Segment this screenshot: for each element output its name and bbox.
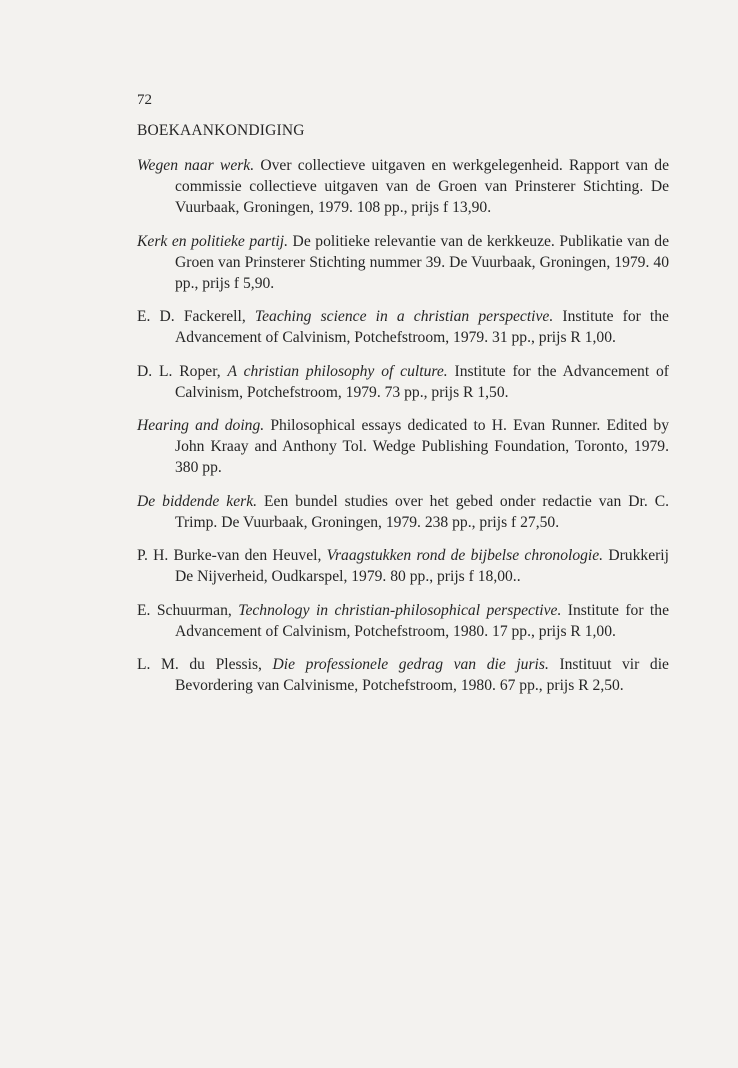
entry-details: Institute for the Advancement of Calvinism, Potchefstroom, 1980. 17 pp., prijs R 1,00. [175,601,669,640]
entry-title: Die professionele gedrag van die juris. [272,656,549,673]
entry-details: Een bundel studies over het gebed onder redactie van Dr. C. Trimp. De Vuurbaak, Groningen, 1979. 238 pp., prijs f 27,50. [175,492,669,531]
book-entry [137,306,669,348]
entry-details: Philosophical essays dedicated to H. Evan Runner. Edited by John Kraay and Anthony Tol. Wedge Publishing Foundation, Toronto, 1979. 380 pp. [175,417,669,476]
entry-details: De politieke relevantie van de kerkkeuze. Publikatie van de Groen van Prinsterer Stichting nummer 39. De Vuurbaak, Groningen, 1979. 40 pp., prijs f 5,90. [175,232,669,292]
entry-details: Drukkerij De Nijverheid, Oudkarspel, 1979. 80 pp., prijs f 18,00.. [175,547,669,585]
entry-author: E. D. Fackerell, [137,308,255,325]
book-entry [137,491,669,533]
entry-details: Instituut vir die Bevordering van Calvinisme, Potchefstroom, 1980. 67 pp., prijs R 2,50. [175,656,669,694]
section-heading: BOEKAANKONDIGING [137,122,305,139]
entry-author: E. Schuurman, [137,601,239,619]
entry-title: Kerk en politieke partij. [137,232,288,250]
entry-details: Institute for the Advancement of Calvinism, Potchefstroom, 1979. 73 pp., prijs R 1,50. [175,362,670,401]
entry-title: A christian philosophy of culture. [227,362,448,380]
book-entry [137,654,669,696]
entry-details: Institute for the Advancement of Calvinism, Potchefstroom, 1979. 31 pp., prijs R 1,00. [175,308,669,346]
entry-title: Wegen naar werk. [137,157,255,174]
book-announcement-list [137,155,669,709]
entry-title: Technology in christian-philosophical perspective. [238,601,562,619]
entry-title: Hearing and doing. [137,417,265,434]
entry-title: Vraagstukken rond de bijbelse chronologie. [326,547,604,564]
book-entry [137,155,669,218]
entry-title: Teaching science in a christian perspective. [254,308,554,325]
entry-author: L. M. du Plessis, [137,656,273,673]
entry-details: Over collectieve uitgaven en werkgelegenheid. Rapport van de commissie collectieve uitgaven van de Groen van Prinsterer Stichting. De Vuurbaak, Groningen, 1979. 108 pp., prijs f 13,90. [175,157,669,216]
book-entry [137,545,669,587]
entry-author: P. H. Burke-van den Heuvel, [137,547,327,564]
book-entry [137,231,669,294]
book-entry [137,415,669,478]
page-number: 72 [137,92,152,108]
book-entry [137,600,669,642]
book-entry [137,361,669,403]
entry-title: De biddende kerk. [137,492,258,510]
entry-author: D. L. Roper, [137,362,228,380]
